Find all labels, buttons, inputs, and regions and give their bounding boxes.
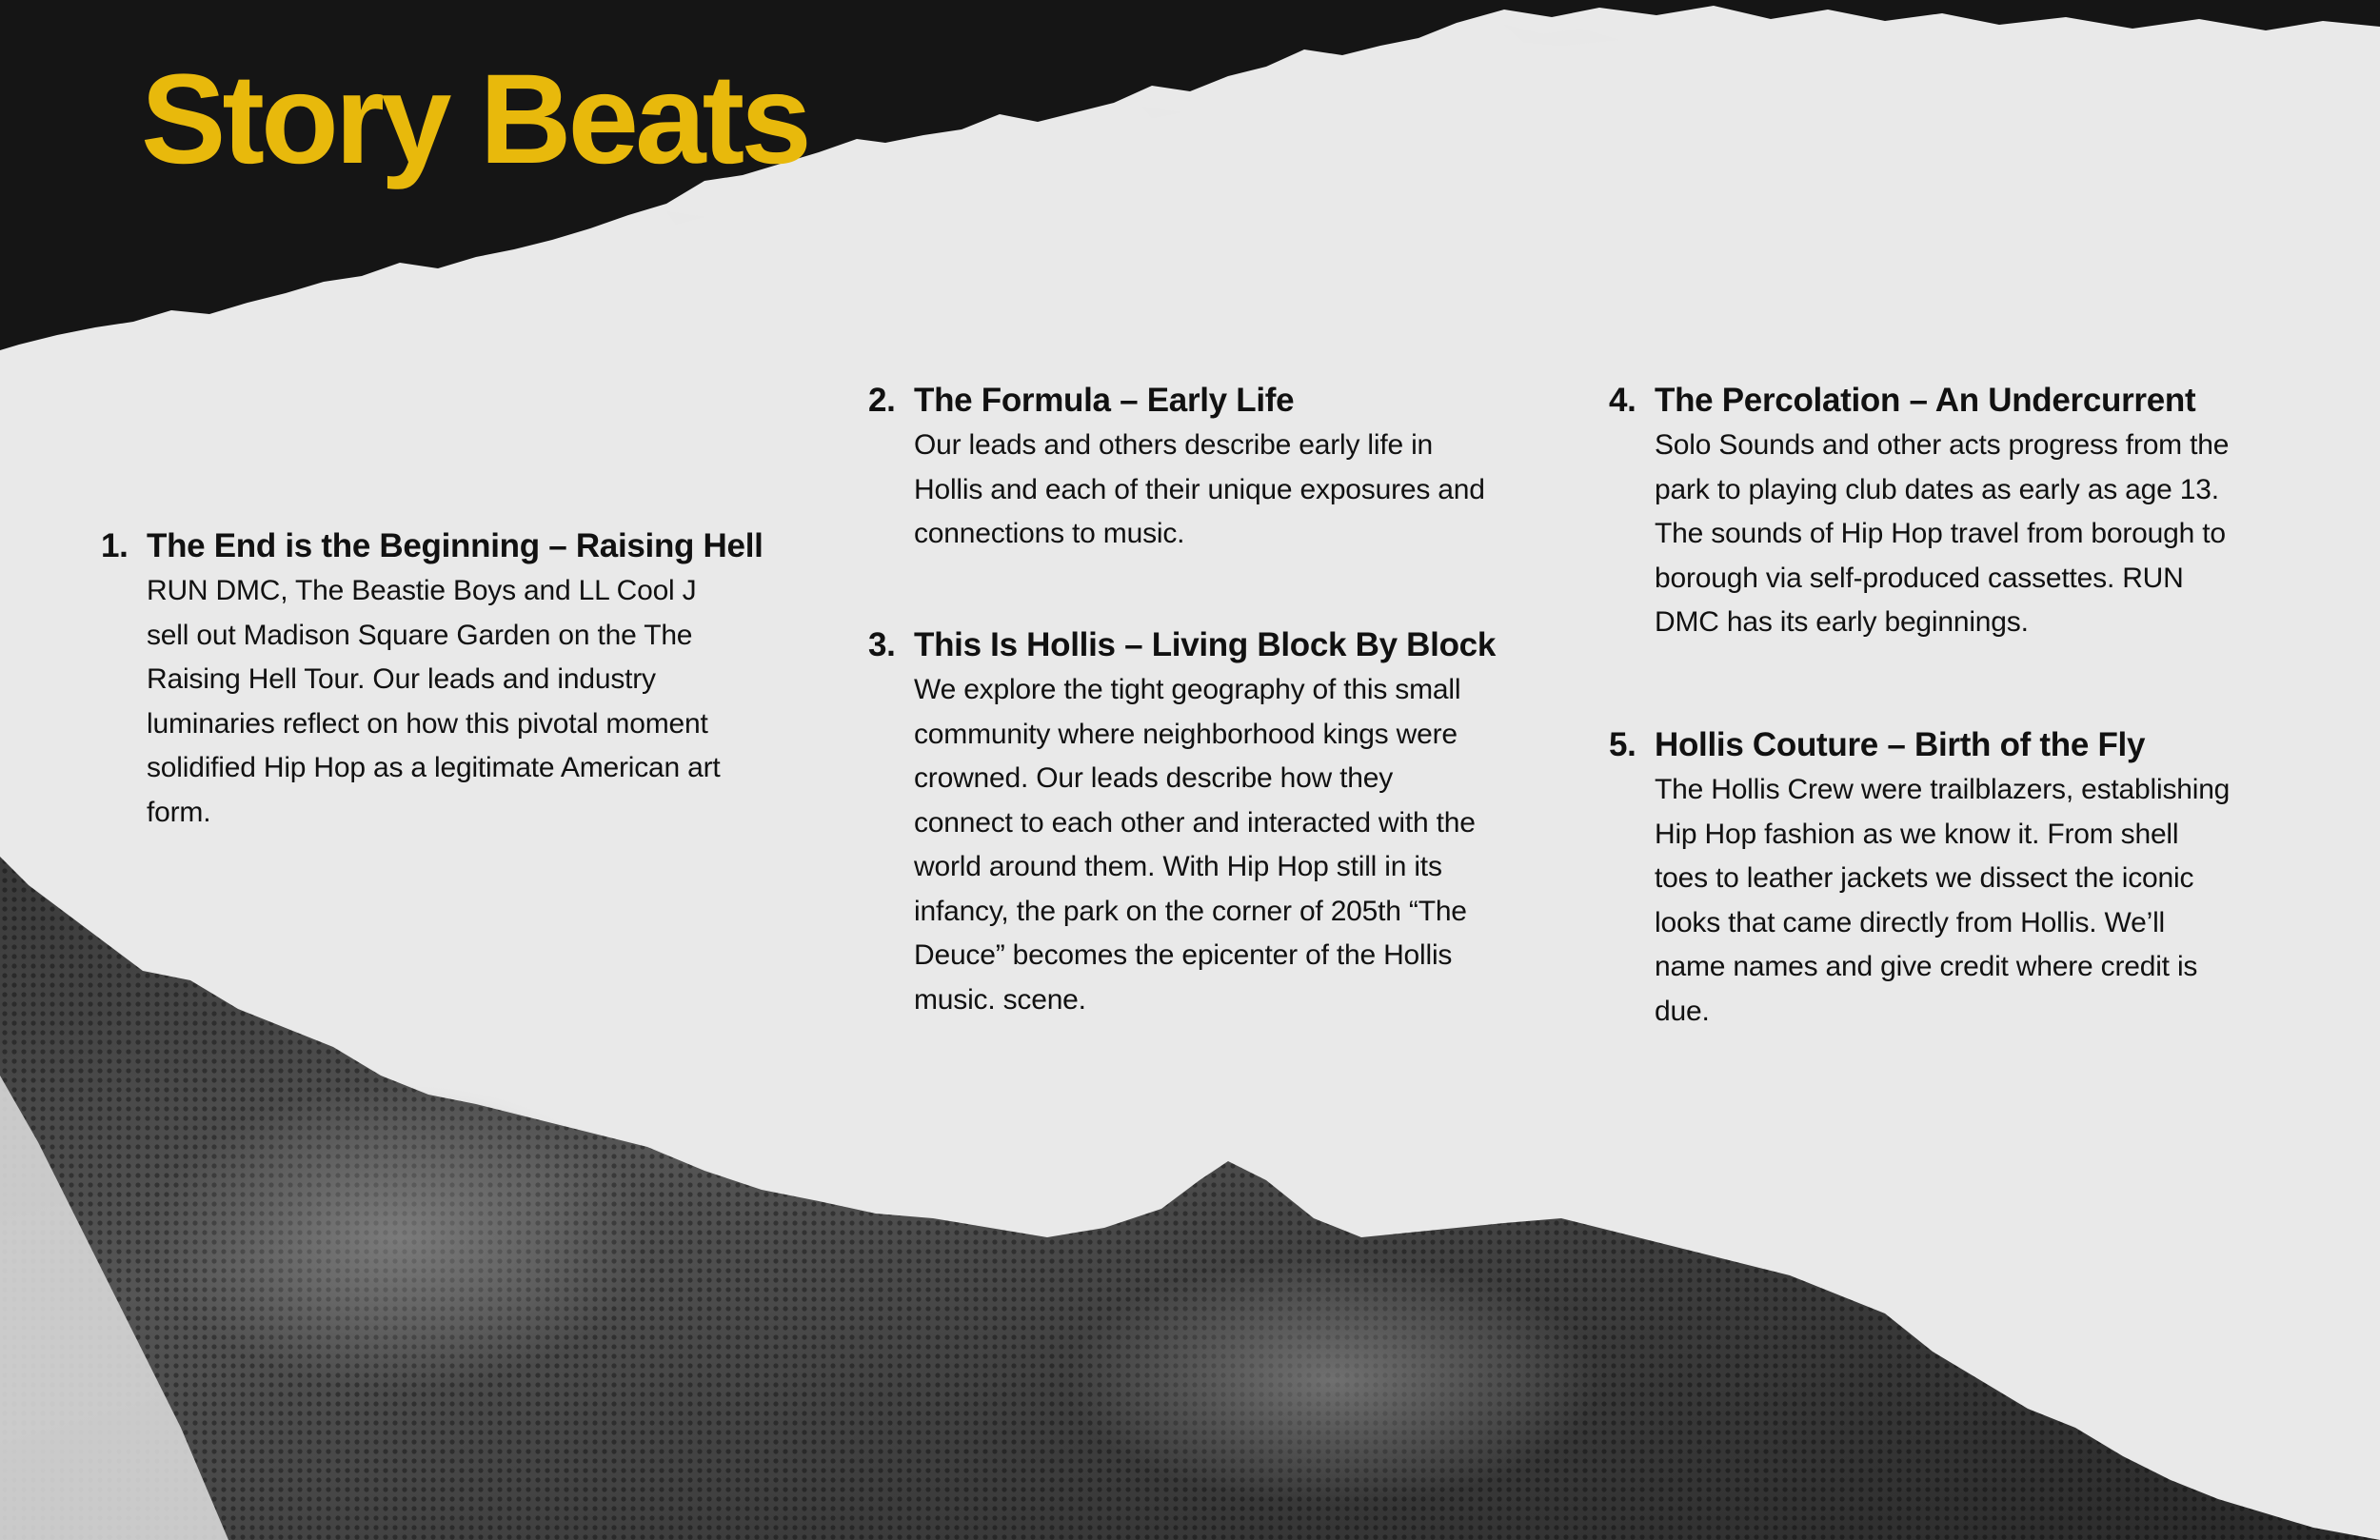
beat-title: The Formula – Early Life: [914, 382, 1295, 419]
beat-description: RUN DMC, The Beastie Boys and LL Cool J sell out Madison Square Garden on the The Raising Hell Tour. Our leads and industry luminaries reflect on how this pivotal moment solidified Hip Hop as a legitimate American art form.: [147, 575, 721, 828]
beat-title: This Is Hollis – Living Block By Block: [914, 626, 1496, 663]
beat-heading: [868, 378, 1497, 424]
beat-heading: [1609, 378, 2237, 424]
beat-description: Our leads and others describe early life in Hollis and each of their unique exposures and connections to music.: [914, 429, 1485, 549]
page-title: Story Beats: [141, 49, 808, 190]
beat-description: The Hollis Crew were trailblazers, establishing Hip Hop fashion as we know it. From shell toes to leather jackets we dissect the iconic looks that came directly from Hollis. We’ll name names and give credit where credit is due.: [1655, 774, 2231, 1027]
beat-title: The End is the Beginning – Raising Hell: [147, 527, 764, 564]
beat-heading: [101, 523, 764, 569]
story-beat-2: [868, 378, 1497, 557]
beat-number: 5.: [1609, 726, 1636, 763]
beat-number: 3.: [868, 626, 896, 663]
beat-description: We explore the tight geography of this small community where neighborhood kings were crowned. Our leads describe how they connect to each other and interacted with the world around them. With Hip Hop still in its infancy, the park on the corner of 205th “The Deuce” becomes the epicenter of the Hollis music. scene.: [914, 674, 1476, 1016]
beat-number: 2.: [868, 382, 896, 419]
beat-title: The Percolation – An Undercurrent: [1655, 382, 2196, 419]
story-beat-1: [101, 523, 764, 835]
story-beat-3: [868, 622, 1497, 1022]
beat-heading: [1609, 722, 2237, 768]
beat-description: Solo Sounds and other acts progress from the park to playing club dates as early as age 13. The sounds of Hip Hop travel from borough to borough via self-produced cassettes. RUN DMC has its early beginnings.: [1655, 429, 2230, 638]
story-beat-5: [1609, 722, 2237, 1034]
beat-title: Hollis Couture – Birth of the Fly: [1655, 726, 2146, 763]
beat-heading: [868, 622, 1497, 668]
story-beat-4: [1609, 378, 2237, 645]
beat-number: 1.: [101, 527, 129, 564]
beat-number: 4.: [1609, 382, 1636, 419]
